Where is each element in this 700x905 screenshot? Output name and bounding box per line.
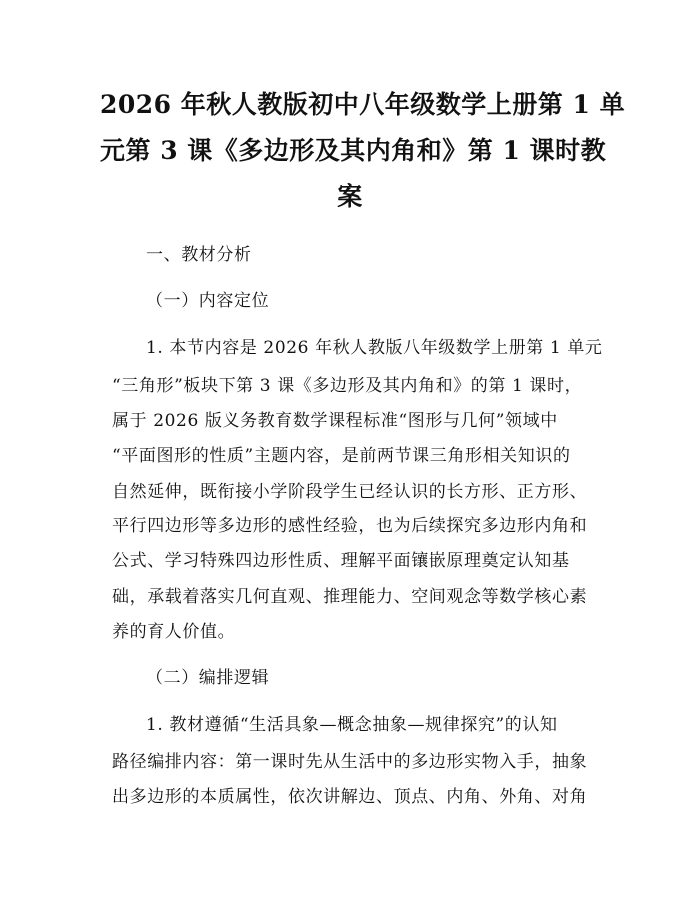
paragraph-line: 养的育人价值。 (112, 622, 236, 642)
title-line: 元第 3 课《多边形及其内角和》第 1 课时教 (100, 136, 607, 165)
paragraph-line: 出多边形的本质属性，依次讲解边、顶点、内角、外角、对角 (112, 787, 588, 807)
title-line: 2026 年秋人教版初中八年级数学上册第 1 单 (100, 90, 626, 119)
section-heading-teaching-material-analysis: 一、教材分析 (146, 245, 252, 265)
document-title (100, 82, 626, 220)
subsection-heading-arrangement-logic: （二）编排逻辑 (146, 668, 270, 688)
paragraph-line: “平面图形的性质”主题内容，是前两节课三角形相关知识的 (112, 446, 571, 466)
paragraph-line: “三角形”板块下第 3 课《多边形及其内角和》的第 1 课时， (112, 376, 583, 396)
paragraph-line: 公式、学习特殊四边形性质、理解平面镶嵌原理奠定认知基 (112, 551, 570, 571)
paragraph-line: 础，承载着落实几何直观、推理能力、空间观念等数学核心素 (112, 587, 588, 607)
paragraph-line: 属于 2026 版义务教育数学课程标准“图形与几何”领域中 (112, 411, 558, 431)
paragraph-line: 路径编排内容：第一课时先从生活中的多边形实物入手，抽象 (112, 752, 588, 772)
subsection-heading-content-positioning: （一）内容定位 (146, 291, 270, 311)
title-line: 案 (337, 182, 363, 211)
paragraph-line: 平行四边形等多边形的感性经验，也为后续探究多边形内角和 (112, 516, 588, 536)
paragraph-line: 1. 本节内容是 2026 年秋人教版八年级数学上册第 1 单元 (146, 338, 603, 358)
paragraph-line: 自然延伸，既衔接小学阶段学生已经认识的长方形、正方形、 (112, 482, 588, 502)
paragraph-line: 1. 教材遵循“生活具象—概念抽象—规律探究”的认知 (146, 715, 558, 735)
